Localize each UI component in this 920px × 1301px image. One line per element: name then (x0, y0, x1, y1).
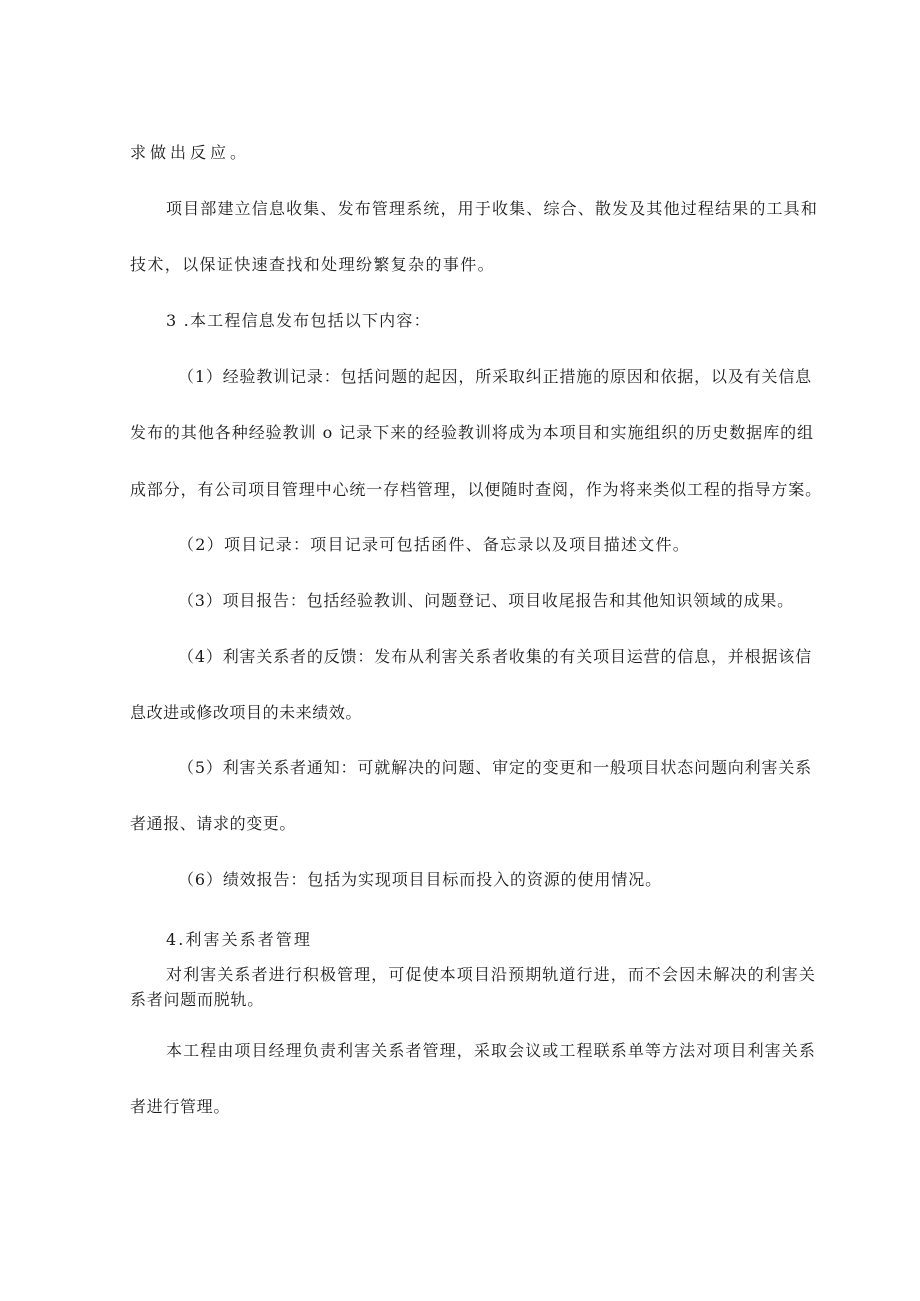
text-line: （4）利害关系者的反馈：发布从利害关系者收集的有关项目运营的信息，并根据该信 (178, 647, 812, 666)
section-heading: 3 .本工程信息发布包括以下内容： (166, 311, 431, 330)
text-line: 对利害关系者进行积极管理，可促使本项目沿预期轨道行进，而不会因未解决的利害关 (166, 965, 816, 984)
text-line: 发布的其他各种经验教训 o 记录下来的经验教训将成为本项目和实施组织的历史数据库的组 (130, 423, 814, 442)
text-line: 本工程由项目经理负责利害关系者管理，采取会议或工程联系单等方法对项目利害关系 (166, 1041, 816, 1060)
text-line: 系者问题而脱轨。 (130, 990, 264, 1009)
text-line: （1）经验教训记录：包括问题的起因，所采取纠正措施的原因和依据，以及有关信息 (178, 367, 812, 386)
text-line: 技术，以保证快速查找和处理纷繁复杂的事件。 (130, 255, 495, 274)
text-line: 者通报、请求的变更。 (130, 814, 296, 833)
text-line: （5）利害关系者通知：可就解决的问题、审定的变更和一般项目状态问题向利害关系 (178, 758, 812, 777)
section-heading: 4.利害关系者管理 (166, 930, 312, 949)
text-line: 成部分，有公司项目管理中心统一存档管理，以便随时查阅，作为将来类似工程的指导方案。 (130, 480, 822, 499)
text-line: （2）项目记录：项目记录可包括函件、备忘录以及项目描述文件。 (178, 535, 690, 554)
text-line: （6）绩效报告：包括为实现项目目标而投入的资源的使用情况。 (178, 870, 662, 889)
text-line: （3）项目报告：包括经验教训、问题登记、项目收尾报告和其他知识领域的成果。 (178, 591, 794, 610)
text-line: 者进行管理。 (130, 1097, 230, 1116)
text-line: 息改进或修改项目的未来绩效。 (130, 703, 362, 722)
text-line: 项目部建立信息收集、发布管理系统，用于收集、综合、散发及其他过程结果的工具和 (166, 199, 818, 218)
text-line: 求做出反应。 (130, 143, 250, 162)
